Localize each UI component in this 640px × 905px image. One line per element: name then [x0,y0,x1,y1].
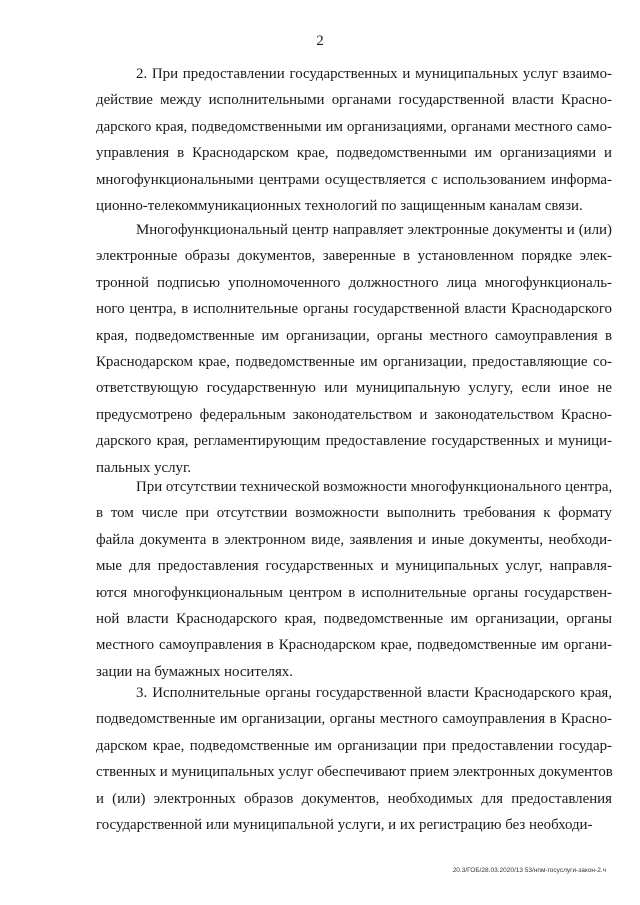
text-line: электронные образы документов, заверенные в установленном порядке элек- [96,248,612,265]
text-line: мые для предоставления государственных и муниципальных услуг, направля- [96,558,612,575]
text-line: края, подведомственные им организации, органы местного самоуправления в [96,327,612,344]
text-line: в том числе при отсутствии возможности выполнить требования к формату [96,505,612,522]
text-line: дарском крае, подведомственные им организации при предоставлении государ- [96,737,612,754]
paragraph-3 [96,680,612,838]
text-line: государственной или муниципальной услуги, и их регистрацию без необходи- [96,817,593,834]
text-line: зации на бумажных носителях. [96,663,293,680]
page-number: 2 [316,33,324,49]
text-line: ственных и муниципальных услуг обеспечивают прием электронных документов [96,764,613,781]
text-line: ционно-телекоммуникационных технологий по защищенным каналам связи. [96,198,583,215]
paragraph-mfc-paper [96,474,612,685]
text-line: подведомственные им организации, органы местного самоуправления в Красно- [96,711,612,728]
text-line: и (или) электронных образов документов, необходимых для предоставления [96,790,612,807]
paragraph-mfc-electronic [96,217,612,481]
text-line: ответствующую государственную или муниципальную услугу, если иное не [96,380,612,397]
text-line: файла документа в электронном виде, заявления и иные документы, необходи- [96,531,612,548]
text-line: ного центра, в исполнительные органы государственной власти Краснодарского [96,301,612,318]
text-line: дарского края, подведомственными им организациями, органами местного само- [96,118,612,135]
text-line: местного самоуправления в Краснодарском крае, подведомственные им органи- [96,637,612,654]
paragraph-2 [96,61,612,219]
text-line: управления в Краснодарском крае, подведомственными им организациями и [96,145,612,162]
text-line: предусмотрено федеральным законодательством и законодательством Красно- [96,406,612,423]
text-line: тронной подписью уполномоченного должностного лица многофункциональ- [96,274,612,291]
text-line: Многофункциональный центр направляет электронные документы и (или) [136,222,612,238]
text-line: ются многофункциональным центром в исполнительные органы государствен- [96,584,612,601]
text-line: многофункциональными центрами осуществляется с использованием информа- [96,171,612,188]
text-line: Краснодарском крае, подведомственные им организации, предоставляющие со- [96,354,612,371]
text-line: При отсутствии технической возможности многофункционального центра, [136,479,613,495]
text-line: действие между исполнительными органами государственной власти Красно- [96,92,612,109]
text-line: 2. При предоставлении государственных и муниципальных услуг взаимо- [136,66,612,82]
text-line: ной власти Краснодарского края, подведомственные им организации, органы [96,611,612,628]
text-line: 3. Исполнительные органы государственной власти Краснодарского края, [136,685,612,701]
text-line: пальных услуг. [96,459,192,476]
text-line: дарского края, регламентирующим предоставление государственных и муници- [96,433,612,450]
footer-document-code: 20.3/ГОБ/28.03.2020/13 53/нпм-госуслуги-закон-2.ч [452,867,606,874]
